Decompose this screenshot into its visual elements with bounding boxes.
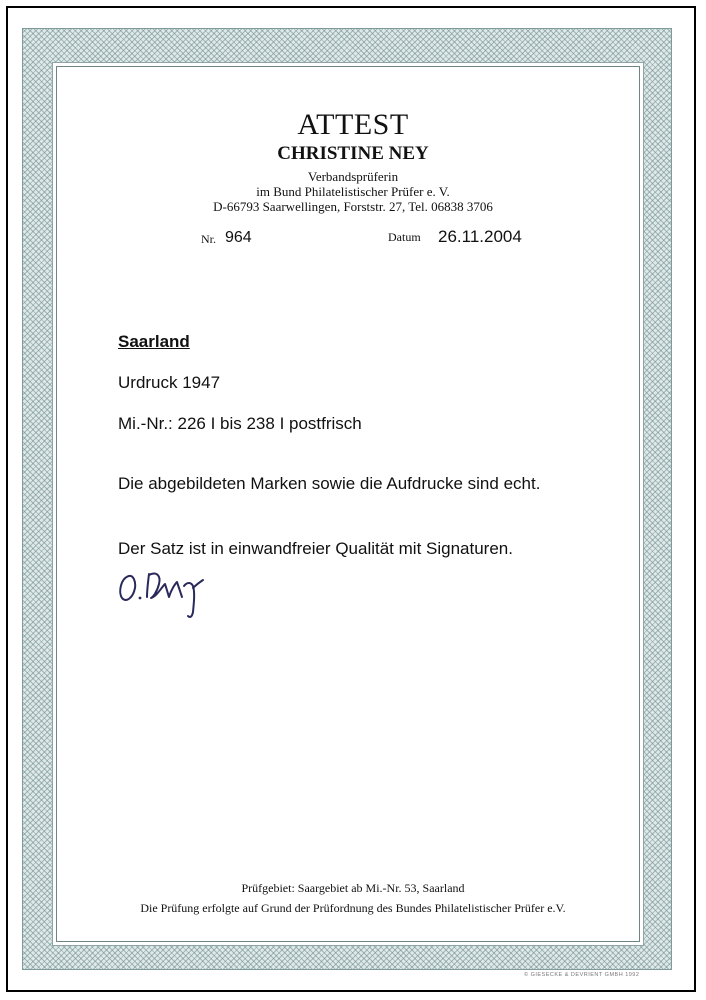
catalog-number-line: Mi.-Nr.: 226 I bis 238 I postfrisch [118,414,362,433]
certificate-number: 964 [225,229,252,246]
number-label: Nr. [201,232,216,246]
date-label: Datum [388,230,421,244]
quality-statement: Der Satz ist in einwandfreier Qualität mit Signaturen. [118,539,513,558]
footer-exam-scope: Prüfgebiet: Saargebiet ab Mi.-Nr. 53, Saarland [241,881,465,895]
handwritten-signature [113,562,223,620]
examiner-role: Verbandsprüferin [307,169,399,184]
certificate-title: ATTEST [297,108,409,141]
authenticity-statement: Die abgebildeten Marken sowie die Aufdrucke sind echt. [118,474,541,493]
printer-imprint: © GIESECKE & DEVRIENT GMBH 1992 [524,972,640,978]
examiner-address: D-66793 Saarwellingen, Forststr. 27, Tel. 06838 3706 [213,199,493,214]
examiner-name: CHRISTINE NEY [277,143,429,164]
certificate-date: 26.11.2004 [438,227,522,246]
footer-exam-regulation: Die Prüfung erfolgte auf Grund der Prüfordnung des Bundes Philatelistischer Prüfer e.V. [140,901,566,915]
issue-line: Urdruck 1947 [118,373,221,392]
examiner-association: im Bund Philatelistischer Prüfer e. V. [256,184,450,199]
country-heading: Saarland [118,332,190,351]
